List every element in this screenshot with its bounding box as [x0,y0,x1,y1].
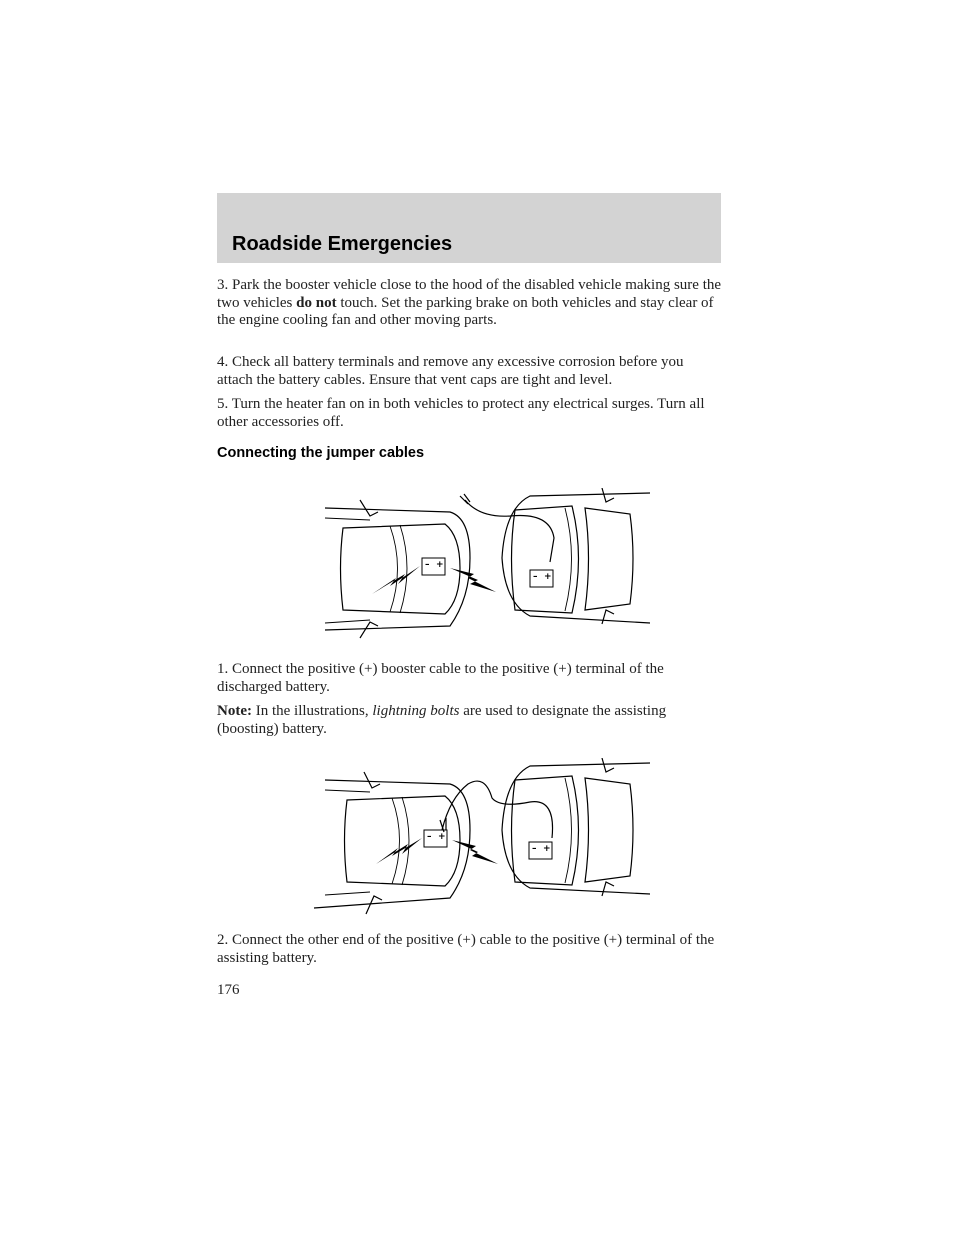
note-text-cont: are used to designate the assisting (boosting) battery. [217,703,667,737]
jumper-cable [465,500,554,562]
step-3-emphasis: do not [296,294,337,311]
section-header-band [217,193,721,263]
lightning-bolt-icon-2 [450,568,496,592]
step-3-paragraph [217,277,723,330]
svg-text:–: – [425,560,430,570]
note-italic: lightning bolts [372,703,460,719]
right-car-icon [502,758,650,896]
left-car-icon [325,500,470,638]
lightning-bolt-icon [376,838,422,864]
battery-icon-left [422,558,445,575]
svg-text:+: + [436,560,444,570]
step-2-paragraph: 2. Connect the other end of the positive (+) cable to the positive (+) terminal of the assisting battery. [217,932,715,966]
figure-2-svg [310,758,660,923]
figure-jumper-step-2 [310,758,660,923]
svg-text:+: + [544,572,552,582]
svg-text:–: – [427,832,432,842]
svg-text:–: – [532,844,537,854]
svg-text:+: + [438,832,446,842]
cable-clamp-icon [460,494,470,504]
battery-icon-right [529,842,552,859]
svg-text:–: – [533,572,538,582]
right-car-icon [502,488,650,624]
note-text: In the illustrations, [251,703,373,719]
step-3-text-cont: touch. Set the parking brake on both vehicles and stay clear of the engine cooling fan and other moving parts. [217,294,714,328]
note-paragraph [217,703,723,738]
figure-1-svg [310,488,660,648]
battery-icon-right [530,570,553,587]
subheading: Connecting the jumper cables [217,445,425,461]
battery-icon-left [424,830,447,847]
note-label: Note: [217,703,252,719]
step-4-paragraph: 4. Check all battery terminals and remove any excessive corrosion before you attach the battery cables. Ensure that vent caps are tight and level. [217,354,684,388]
svg-text:+: + [543,844,551,854]
step-3-text: 3. Park the booster vehicle close to the hood of the disabled vehicle making sure the two vehicles [217,277,722,311]
step-1-paragraph: 1. Connect the positive (+) booster cable to the positive (+) terminal of the discharged battery. [217,661,664,695]
page-number: 176 [217,982,240,998]
section-title: Roadside Emergencies [232,233,453,255]
step-5-paragraph: 5. Turn the heater fan on in both vehicles to protect any electrical surges. Turn all other accessories off. [217,396,705,430]
figure-jumper-step-1 [310,488,660,648]
